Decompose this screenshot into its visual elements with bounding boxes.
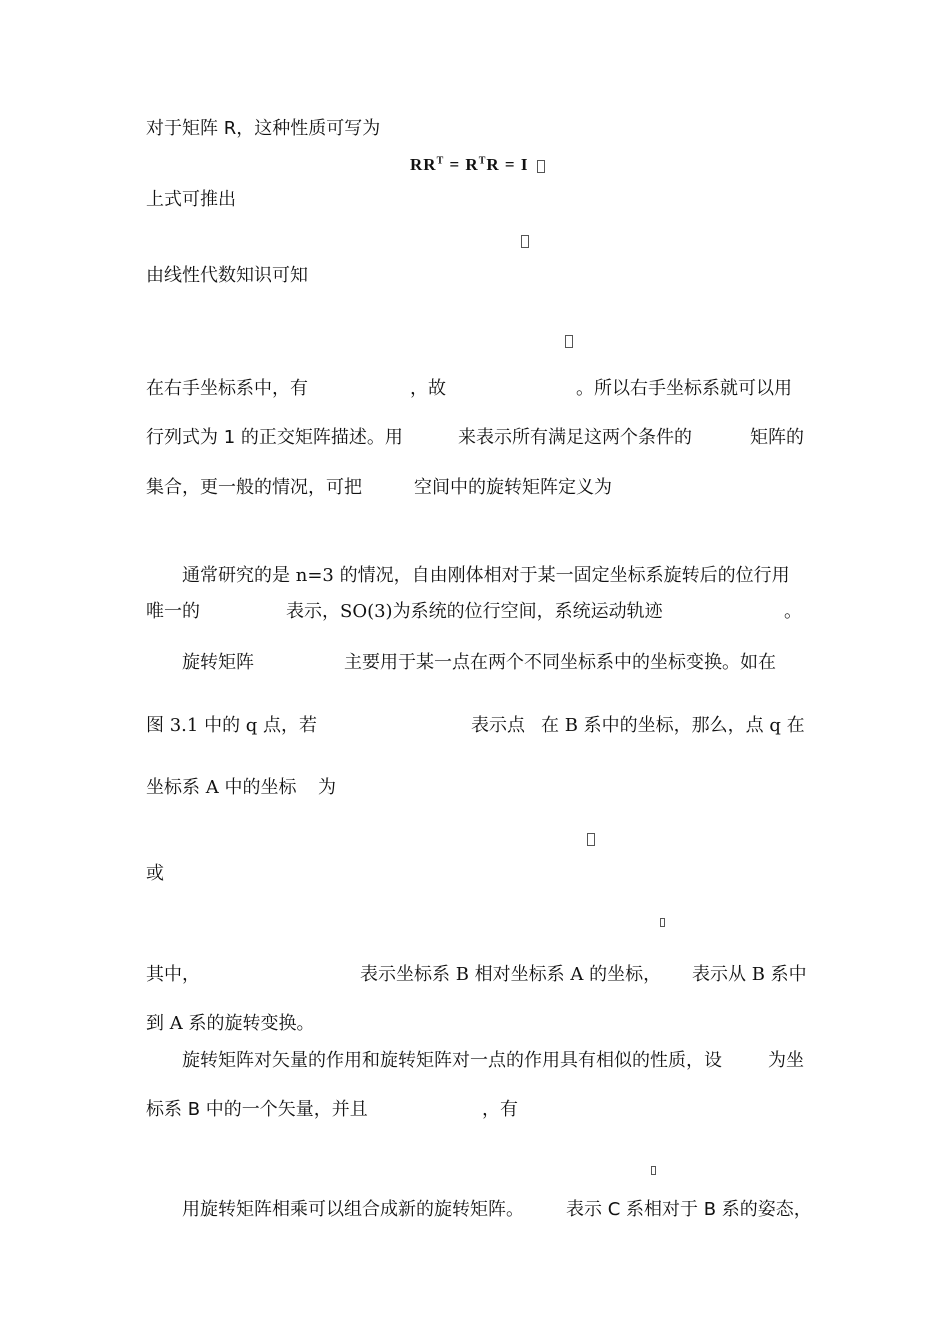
equation-orthogonal [410, 155, 528, 175]
text-line-2: 上式可推出 [146, 189, 236, 210]
eq-part-2: R = I [486, 155, 529, 174]
text-line-10b: 表示点 [471, 715, 525, 736]
text-line-3: 由线性代数知识可知 [146, 265, 308, 286]
text-line-8a: 唯一的 [146, 601, 200, 622]
text-line-9b: 主要用于某一点在两个不同坐标系中的坐标变换。如在 [344, 652, 776, 673]
text-line-12: 或 [146, 863, 164, 884]
text-line-9a: 旋转矩阵 [182, 652, 254, 673]
text-line-15b: 为坐 [768, 1050, 804, 1071]
eq-part-1: = R [444, 155, 479, 174]
text-line-10c: 在 B 系中的坐标，那么，点 q 在 [541, 715, 805, 736]
text-line-13c: 表示从 B 系中 [692, 964, 807, 985]
text-line-8c: 。 [784, 601, 802, 622]
text-line-13a: 其中， [146, 964, 200, 985]
text-line-1: 对于矩阵 R，这种性质可写为 [146, 118, 381, 139]
text-line-4b: ，故 [410, 378, 446, 399]
missing-glyph-icon [521, 235, 529, 248]
text-line-11b: 为 [318, 777, 336, 798]
missing-glyph-icon [565, 335, 573, 348]
text-line-17b: 表示 C 系相对于 B 系的姿态， [566, 1199, 812, 1220]
text-line-16a: 标系 B 中的一个矢量，并且 [146, 1099, 368, 1120]
text-line-5b: 来表示所有满足这两个条件的 [458, 427, 692, 448]
text-line-6b: 空间中的旋转矩阵定义为 [414, 477, 612, 498]
text-line-16b: ，有 [482, 1099, 518, 1120]
text-line-11a: 坐标系 A 中的坐标 [146, 777, 297, 798]
text-line-4c: 。所以右手坐标系就可以用 [576, 378, 792, 399]
text-line-13b: 表示坐标系 B 相对坐标系 A 的坐标， [360, 964, 662, 985]
missing-glyph-icon [587, 833, 595, 846]
text-line-6a: 集合，更一般的情况，可把 [146, 477, 362, 498]
text-line-8b: 表示，SO(3)为系统的位行空间，系统运动轨迹 [286, 601, 663, 622]
text-line-5a: 行列式为 1 的正交矩阵描述。用 [146, 427, 403, 448]
text-line-15: 旋转矩阵对矢量的作用和旋转矩阵对一点的作用具有相似的性质，设 [182, 1050, 722, 1071]
eq-sup-1: T [436, 155, 445, 167]
missing-glyph-icon [537, 160, 545, 173]
text-line-14: 到 A 系的旋转变换。 [146, 1013, 315, 1034]
missing-glyph-icon [660, 918, 665, 927]
missing-glyph-icon [651, 1166, 656, 1175]
text-line-10a: 图 3.1 中的 q 点，若 [146, 715, 318, 736]
text-line-5c: 矩阵的 [750, 427, 804, 448]
text-line-4a: 在右手坐标系中，有 [146, 378, 308, 399]
text-line-17a: 用旋转矩阵相乘可以组合成新的旋转矩阵。 [182, 1199, 524, 1220]
text-line-7: 通常研究的是 n=3 的情况，自由刚体相对于某一固定坐标系旋转后的位行用 [182, 565, 790, 586]
eq-lhs: RR [410, 155, 437, 174]
eq-sup-2: T [478, 155, 487, 167]
